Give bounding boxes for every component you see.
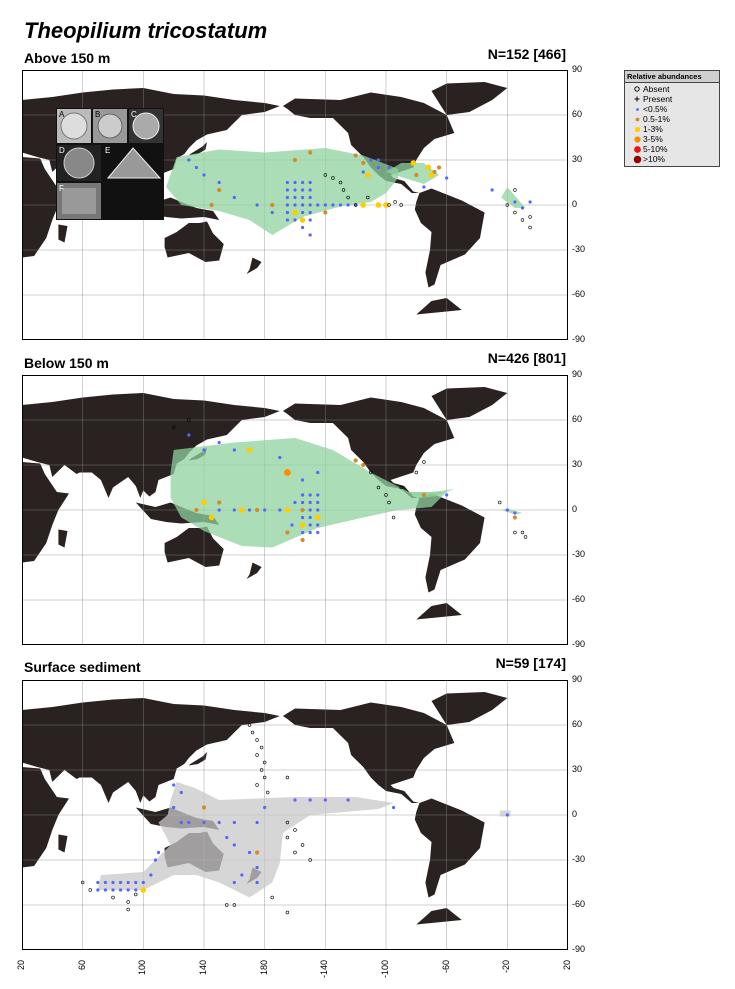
legend-label: 0.5-1%	[643, 114, 670, 124]
station-point	[445, 493, 448, 496]
panel-count-sediment: N=59 [174]	[495, 655, 566, 671]
station-point	[119, 881, 122, 884]
station-point	[293, 188, 296, 191]
legend-item	[625, 134, 719, 144]
station-point	[187, 158, 190, 161]
station-point	[309, 501, 312, 504]
station-point	[134, 881, 137, 884]
station-point	[362, 170, 365, 173]
latitude-tick-label: 30	[572, 459, 583, 469]
legend-symbol-icon	[631, 125, 643, 134]
latitude-tick-label: 0	[572, 809, 578, 819]
legend-item	[625, 94, 719, 104]
station-point	[233, 881, 236, 884]
legend-item	[625, 124, 719, 134]
station-point	[142, 881, 145, 884]
station-point	[491, 188, 494, 191]
latitude-tick-label: 30	[572, 154, 583, 164]
inset-label-e: E	[105, 146, 111, 155]
station-point	[286, 196, 289, 199]
station-point	[255, 203, 258, 206]
station-point	[309, 493, 312, 496]
latitude-tick-label: 0	[572, 504, 578, 514]
station-point	[293, 501, 296, 504]
station-point	[308, 150, 312, 154]
latitude-tick-label: -30	[572, 854, 586, 864]
station-point	[286, 203, 289, 206]
station-point	[248, 851, 251, 854]
panel-label-sediment: Surface sediment	[24, 659, 141, 675]
station-point	[301, 226, 304, 229]
station-point	[361, 161, 365, 165]
legend-item	[625, 154, 719, 164]
station-point	[290, 523, 293, 526]
latitude-tick-label: 90	[572, 369, 583, 379]
station-point	[286, 181, 289, 184]
station-point	[301, 196, 304, 199]
longitude-tick-label: -100	[380, 960, 390, 979]
station-point	[127, 888, 130, 891]
station-point	[354, 458, 358, 462]
station-point	[301, 501, 304, 504]
specimen-images	[56, 108, 164, 220]
station-point	[293, 196, 296, 199]
latitude-tick-label: -90	[572, 639, 586, 649]
legend-label: Absent	[643, 84, 670, 94]
station-point	[301, 188, 304, 191]
station-point	[180, 821, 183, 824]
station-point	[293, 203, 296, 206]
legend-symbol-icon	[631, 155, 643, 164]
station-point	[346, 203, 349, 206]
station-point	[422, 493, 426, 497]
station-point	[309, 188, 312, 191]
longitude-tick-label: -140	[319, 960, 330, 979]
longitude-tick-label: 140	[198, 960, 208, 976]
station-point	[270, 203, 274, 207]
station-point	[528, 200, 531, 203]
legend-label: >10%	[643, 154, 665, 164]
station-point	[127, 881, 130, 884]
station-point	[361, 463, 365, 467]
station-point	[218, 508, 221, 511]
station-point	[301, 478, 304, 481]
station-point	[301, 211, 304, 214]
latitude-tick-label: 60	[572, 719, 583, 729]
station-point	[293, 218, 296, 221]
station-point	[376, 202, 382, 208]
latitude-tick-label: -60	[572, 899, 586, 909]
station-point	[309, 233, 312, 236]
station-point	[301, 531, 304, 534]
legend-symbol-icon	[631, 135, 643, 144]
station-point	[300, 522, 306, 528]
inset-label-f: F	[59, 184, 64, 193]
station-point	[309, 531, 312, 534]
station-point	[309, 218, 312, 221]
station-point	[263, 806, 266, 809]
abundance-legend	[624, 70, 720, 167]
latitude-tick-label: 0	[572, 199, 578, 209]
station-point	[180, 791, 183, 794]
station-point	[316, 523, 319, 526]
station-point	[285, 507, 291, 513]
latitude-tick-label: 60	[572, 414, 583, 424]
station-point	[217, 500, 221, 504]
station-point	[437, 165, 441, 169]
longitude-tick-label: -60	[440, 960, 451, 974]
legend-label: 3-5%	[643, 134, 663, 144]
legend-label: 1-3%	[643, 124, 663, 134]
station-point	[218, 821, 221, 824]
station-point	[233, 508, 236, 511]
station-point	[506, 508, 509, 511]
station-point	[218, 181, 221, 184]
station-point	[292, 210, 298, 216]
station-point	[248, 508, 251, 511]
latitude-tick-label: -30	[572, 549, 586, 559]
station-point	[225, 836, 228, 839]
station-point	[300, 538, 304, 542]
station-point	[521, 206, 524, 209]
latitude-tick-label: -30	[572, 244, 586, 254]
station-point	[309, 181, 312, 184]
station-point	[233, 843, 236, 846]
station-point	[300, 217, 306, 223]
longitude-tick-label: 20	[562, 960, 572, 971]
legend-heading: Relative abundances	[625, 71, 719, 83]
legend-label: Present	[643, 94, 673, 104]
station-point	[316, 501, 319, 504]
latitude-tick-label: -90	[572, 334, 586, 344]
station-point	[377, 166, 380, 169]
station-point	[387, 166, 390, 169]
station-point	[309, 516, 312, 519]
station-point	[286, 211, 289, 214]
longitude-tick-label: 180	[258, 960, 269, 976]
station-point	[301, 516, 304, 519]
station-point	[104, 881, 107, 884]
station-point	[411, 160, 417, 166]
station-point	[309, 196, 312, 199]
station-point	[96, 881, 99, 884]
legend-symbol-icon	[631, 105, 643, 114]
station-point	[426, 165, 432, 171]
panel-label-below: Below 150 m	[24, 355, 109, 371]
latitude-tick-label: -60	[572, 594, 586, 604]
station-point	[383, 202, 389, 208]
station-point	[111, 881, 114, 884]
specimen-inset	[56, 108, 164, 220]
map-below-150m	[22, 375, 568, 645]
latitude-tick-label: 60	[572, 109, 583, 119]
station-point	[255, 508, 259, 512]
inset-label-d: D	[59, 146, 65, 155]
station-point	[339, 203, 342, 206]
legend-item	[625, 104, 719, 114]
station-point	[422, 185, 425, 188]
station-point	[149, 873, 152, 876]
latitude-tick-label: -90	[572, 944, 586, 954]
station-point	[300, 508, 304, 512]
station-point	[293, 181, 296, 184]
legend-symbol-icon	[631, 85, 643, 93]
legend-item	[625, 84, 719, 94]
station-point	[194, 508, 198, 512]
station-point	[346, 798, 349, 801]
longitude-tick-label: 100	[137, 960, 148, 976]
station-point	[301, 203, 304, 206]
station-point	[172, 783, 175, 786]
station-point	[111, 888, 114, 891]
legend-label: <0.5%	[643, 104, 668, 114]
station-point	[513, 200, 516, 203]
station-point	[202, 805, 206, 809]
station-point	[286, 188, 289, 191]
station-point	[429, 172, 435, 178]
station-point	[202, 173, 205, 176]
station-point	[255, 881, 258, 884]
latitude-tick-label: -60	[572, 289, 586, 299]
latitude-tick-label: 90	[572, 674, 583, 684]
station-point	[285, 530, 289, 534]
latitude-tick-label: 30	[572, 764, 583, 774]
station-point	[445, 176, 448, 179]
station-point	[202, 821, 205, 824]
station-point	[365, 172, 371, 178]
station-point	[316, 203, 319, 206]
station-point	[201, 500, 207, 506]
station-point	[218, 441, 221, 444]
figure-title: Theopilium tricostatum	[24, 18, 268, 43]
station-point	[141, 887, 147, 893]
map-surface-sediment	[22, 680, 568, 950]
station-point	[316, 471, 319, 474]
station-point	[157, 851, 160, 854]
station-point	[354, 153, 358, 157]
station-point	[315, 515, 321, 521]
legend-item	[625, 144, 719, 154]
legend-symbol-icon	[631, 115, 643, 124]
station-point	[506, 813, 509, 816]
legend-item	[625, 114, 719, 124]
station-point	[293, 798, 296, 801]
station-point	[323, 210, 327, 214]
station-point	[209, 515, 215, 521]
station-point	[187, 433, 190, 436]
station-point	[377, 158, 380, 161]
station-point	[233, 196, 236, 199]
longitude-tick-label: 60	[76, 960, 87, 971]
station-point	[255, 821, 258, 824]
station-point	[134, 888, 137, 891]
station-point	[271, 211, 274, 214]
station-point	[513, 511, 516, 514]
station-point	[233, 448, 236, 451]
station-point	[233, 821, 236, 824]
station-point	[278, 456, 281, 459]
longitude-tick-label: 20	[16, 960, 26, 971]
longitude-tick-label: -20	[501, 960, 512, 974]
panel-label-above: Above 150 m	[24, 50, 111, 66]
station-point	[247, 447, 253, 453]
legend-symbol-icon	[631, 95, 643, 103]
station-point	[209, 203, 213, 207]
inset-label-a: A	[59, 110, 65, 119]
station-point	[195, 166, 198, 169]
station-point	[301, 181, 304, 184]
station-point	[301, 493, 304, 496]
station-point	[293, 158, 297, 162]
station-point	[360, 202, 366, 208]
station-point	[309, 211, 312, 214]
station-point	[331, 203, 334, 206]
station-point	[309, 203, 312, 206]
panel-count-above: N=152 [466]	[487, 46, 566, 62]
station-point	[324, 203, 327, 206]
station-point	[104, 888, 107, 891]
legend-symbol-icon	[631, 145, 643, 154]
station-point	[240, 873, 243, 876]
inset-label-c: C	[131, 110, 137, 119]
station-point	[154, 858, 157, 861]
station-point	[309, 798, 312, 801]
station-point	[309, 523, 312, 526]
station-point	[119, 888, 122, 891]
station-point	[187, 821, 190, 824]
inset-label-b: B	[95, 110, 101, 119]
station-point	[316, 531, 319, 534]
station-point	[255, 866, 258, 869]
station-point	[324, 798, 327, 801]
station-point	[414, 173, 418, 177]
station-point	[239, 507, 245, 513]
panel-count-below: N=426 [801]	[487, 350, 566, 366]
station-point	[316, 493, 319, 496]
station-point	[263, 508, 266, 511]
station-point	[309, 508, 312, 511]
station-point	[172, 806, 175, 809]
legend-label: 5-10%	[643, 144, 668, 154]
station-point	[255, 850, 259, 854]
station-point	[284, 469, 291, 476]
station-point	[513, 515, 517, 519]
station-point	[369, 158, 372, 161]
station-point	[217, 188, 221, 192]
station-point	[278, 508, 281, 511]
station-point	[96, 888, 99, 891]
station-point	[316, 508, 319, 511]
latitude-tick-label: 90	[572, 64, 583, 74]
station-point	[202, 448, 205, 451]
station-point	[392, 806, 395, 809]
station-point	[286, 218, 289, 221]
